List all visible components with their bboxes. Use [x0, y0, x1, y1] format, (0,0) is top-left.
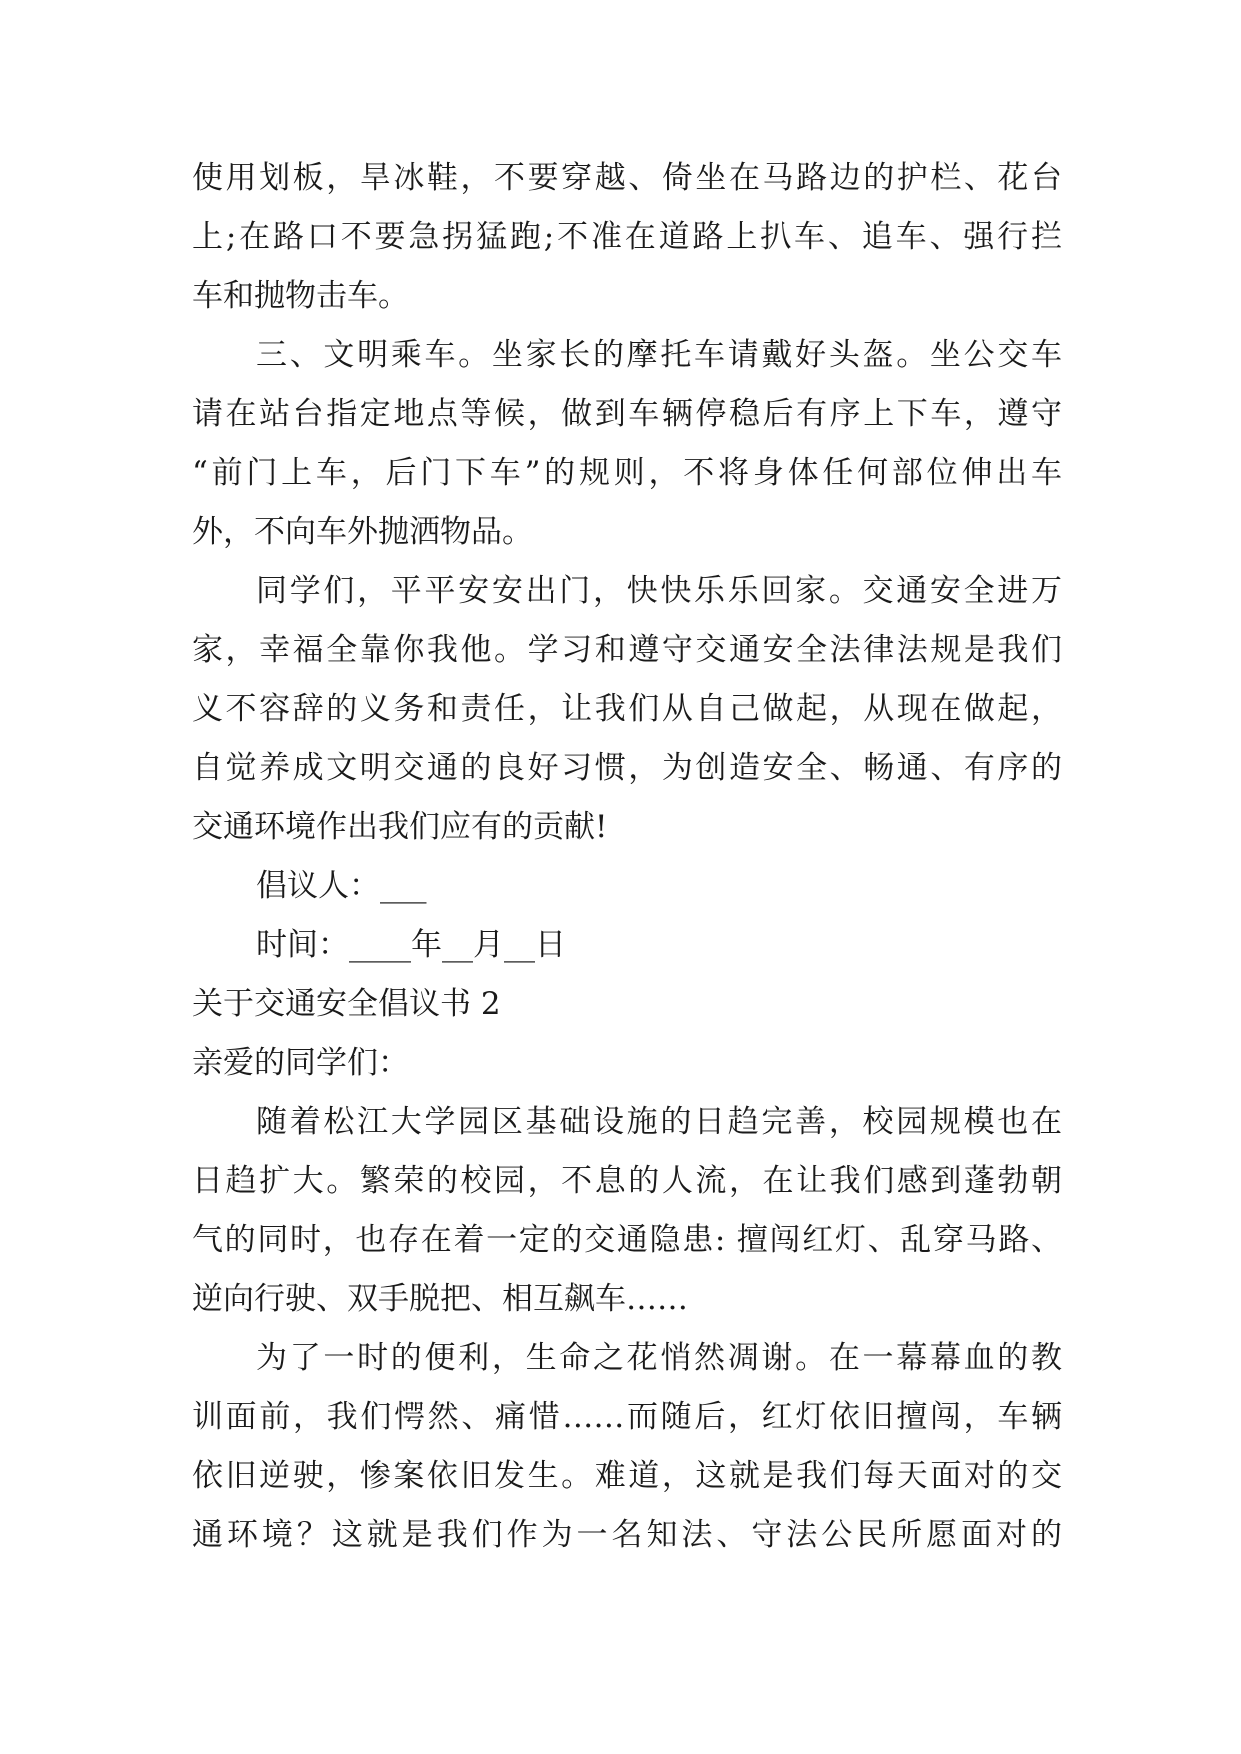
text-line: “前门上车，后门下车”的规则，不将身体任何部位伸出车 — [192, 455, 1062, 491]
text-line: 通环境？这就是我们作为一名知法、守法公民所愿面对的 — [192, 1517, 1062, 1553]
paragraph-start-line: 为了一时的便利，生命之花悄然凋谢。在一幕幕血的教 — [256, 1340, 1062, 1376]
text-line: 依旧逆驶，惨案依旧发生。难道，这就是我们每天面对的交 — [192, 1458, 1062, 1494]
salutation: 亲爱的同学们： — [192, 1045, 409, 1081]
text-line: 训面前，我们愕然、痛惜……而随后，红灯依旧擅闯，车辆 — [192, 1399, 1062, 1435]
proposer-line: 倡议人：___ — [256, 868, 427, 904]
paragraph-start-line: 随着松江大学园区基础设施的日趋完善，校园规模也在 — [256, 1104, 1062, 1140]
text-line: 家，幸福全靠你我他。学习和遵守交通安全法律法规是我们 — [192, 632, 1062, 668]
paragraph-start-line: 三、文明乘车。坐家长的摩托车请戴好头盔。坐公交车 — [256, 337, 1062, 373]
text-line: 车和抛物击车。 — [192, 278, 409, 314]
text-line: 自觉养成文明交通的良好习惯，为创造安全、畅通、有序的 — [192, 750, 1062, 786]
text-line: 请在站台指定地点等候，做到车辆停稳后有序上下车，遵守 — [192, 396, 1062, 432]
text-line: 交通环境作出我们应有的贡献! — [192, 809, 608, 845]
text-line: 外，不向车外抛洒物品。 — [192, 514, 533, 550]
section-title: 关于交通安全倡议书 2 — [192, 986, 501, 1022]
date-line: 时间：____年__月__日 — [256, 927, 566, 963]
text-line: 使用划板，旱冰鞋，不要穿越、倚坐在马路边的护栏、花台 — [192, 160, 1062, 196]
text-line: 日趋扩大。繁荣的校园，不息的人流，在让我们感到蓬勃朝 — [192, 1163, 1062, 1199]
text-line: 气的同时，也存在着一定的交通隐患: 擅闯红灯、乱穿马路、 — [192, 1222, 1062, 1258]
text-line: 上;在路口不要急拐猛跑;不准在道路上扒车、追车、强行拦 — [192, 219, 1062, 255]
text-line: 义不容辞的义务和责任，让我们从自己做起，从现在做起， — [192, 691, 1062, 727]
text-line: 逆向行驶、双手脱把、相互飙车…… — [192, 1281, 688, 1317]
paragraph-start-line: 同学们，平平安安出门，快快乐乐回家。交通安全进万 — [256, 573, 1062, 609]
